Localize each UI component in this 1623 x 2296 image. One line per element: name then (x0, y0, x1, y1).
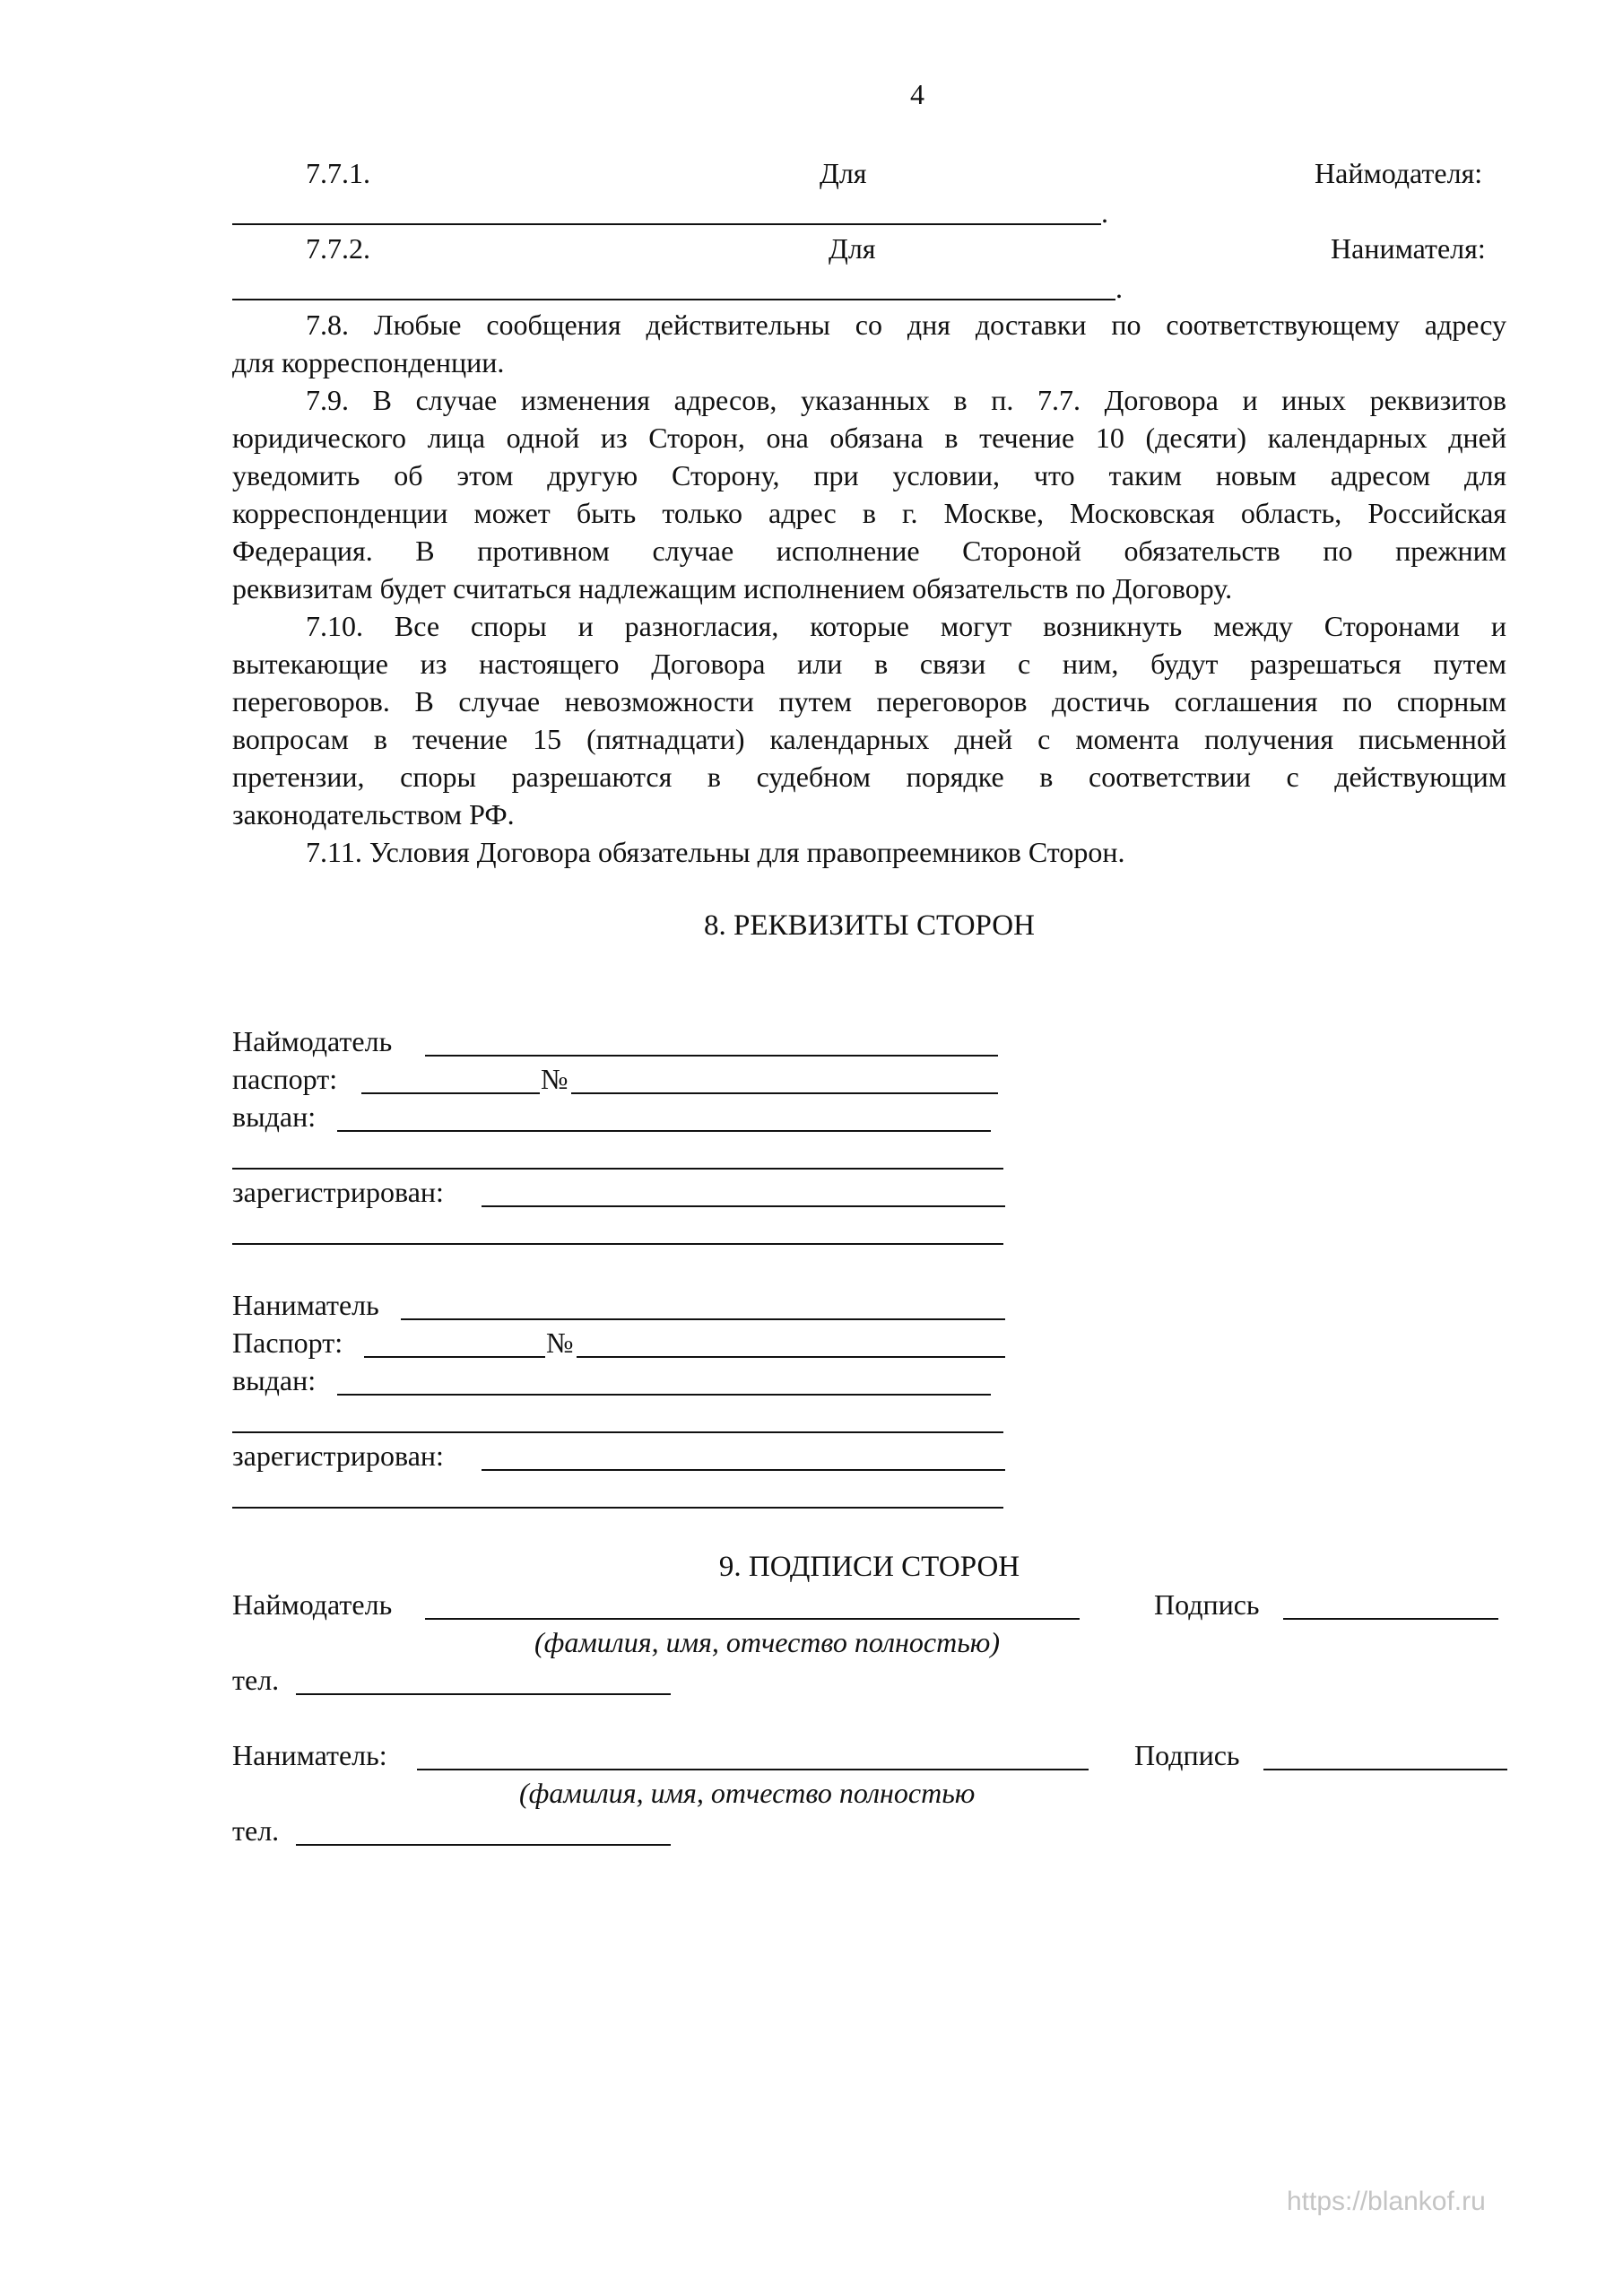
section-8-title: 8. РЕКВИЗИТЫ СТОРОН (704, 909, 1035, 942)
sign-landlord-signature-blank (1283, 1618, 1498, 1620)
clause-7-8-line: 7.8. Любые сообщения действительны со дня доставки по соответствующему адресу (306, 309, 1506, 341)
sign-landlord-phone-label: тел. (232, 1664, 280, 1696)
clause-7-10-line: вопросам в течение 15 (пятнадцати) календарных дней с момента получения письменной (232, 723, 1506, 755)
sign-tenant-signature-label: Подпись (1134, 1739, 1240, 1771)
clause-7-9-line: 7.9. В случае изменения адресов, указанных в п. 7.7. Договора и иных реквизитов (306, 384, 1506, 416)
clause-7-9-line: реквизитам будет считаться надлежащим исполнением обязательств по Договору. (232, 572, 1233, 604)
clause-7-10-line: законодательством РФ. (232, 798, 515, 831)
tenant-issued-blank (337, 1394, 991, 1396)
landlord-issued-blank (337, 1130, 991, 1132)
sign-tenant-label: Наниматель: (232, 1739, 387, 1771)
tenant-number-sign: № (546, 1326, 574, 1359)
clause-7-7-1-end: . (1101, 196, 1108, 229)
sign-landlord-signature-label: Подпись (1154, 1588, 1260, 1621)
tenant-passport-series-blank (364, 1356, 545, 1358)
clause-7-7-2-end: . (1115, 272, 1123, 304)
tenant-issued-label: выдан: (232, 1364, 317, 1396)
landlord-passport-number-blank (571, 1092, 998, 1094)
tenant-passport-number-blank (577, 1356, 1005, 1358)
tenant-issued-blank-2 (232, 1431, 1003, 1433)
tenant-passport-label: Паспорт: (232, 1326, 343, 1359)
clause-7-9-line: уведомить об этом другую Сторону, при условии, что таким новым адресом для (232, 459, 1506, 491)
landlord-passport-series-blank (361, 1092, 540, 1094)
sign-tenant-hint: (фамилия, имя, отчество полностью (519, 1777, 976, 1809)
landlord-registered-blank-2 (232, 1243, 1003, 1245)
sign-landlord-label: Наймодатель (232, 1588, 393, 1621)
sign-tenant-phone-blank (296, 1844, 671, 1846)
clause-7-8-line: для корреспонденции. (232, 346, 505, 378)
clause-7-7-1-party: Наймодателя: (1315, 157, 1483, 189)
tenant-name-blank (401, 1318, 1005, 1320)
landlord-passport-label: паспорт: (232, 1063, 338, 1095)
tenant-registered-label: зарегистрирован: (232, 1439, 444, 1472)
section-9-title: 9. ПОДПИСИ СТОРОН (718, 1551, 1020, 1583)
clause-7-9-line: юридического лица одной из Сторон, она обязана в течение 10 (десяти) календарных дней (232, 422, 1506, 454)
landlord-name-blank (425, 1055, 998, 1057)
clause-7-7-2-blank (232, 299, 1115, 300)
watermark-link[interactable]: https://blankof.ru (1287, 2187, 1486, 2216)
landlord-issued-blank-2 (232, 1168, 1003, 1170)
sign-tenant-phone-label: тел. (232, 1814, 280, 1847)
clause-7-11: 7.11. Условия Договора обязательны для правопреемников Сторон. (306, 836, 1125, 868)
sign-landlord-hint: (фамилия, имя, отчество полностью) (534, 1626, 1000, 1658)
clause-7-7-1-blank (232, 223, 1101, 225)
clause-7-7-1-word: Для (820, 157, 867, 189)
landlord-registered-blank (482, 1205, 1005, 1207)
clause-7-7-2-word: Для (829, 232, 876, 265)
clause-7-10-line: переговоров. В случае невозможности путем переговоров достичь соглашения по спорным (232, 685, 1506, 718)
clause-7-10-line: претензии, споры разрешаются в судебном порядке в соответствии с действующим (232, 761, 1506, 793)
sign-tenant-signature-blank (1263, 1769, 1507, 1770)
clause-7-7-1-number: 7.7.1. (306, 157, 370, 189)
landlord-registered-label: зарегистрирован: (232, 1176, 444, 1208)
landlord-issued-label: выдан: (232, 1100, 317, 1133)
landlord-label: Наймодатель (232, 1025, 393, 1057)
clause-7-10-line: 7.10. Все споры и разногласия, которые могут возникнуть между Сторонами и (306, 610, 1506, 642)
tenant-registered-blank (482, 1469, 1005, 1471)
sign-landlord-phone-blank (296, 1693, 671, 1695)
clause-7-10-line: вытекающие из настоящего Договора или в связи с ним, будут разрешаться путем (232, 648, 1506, 680)
sign-landlord-name-blank (425, 1618, 1080, 1620)
clause-7-7-2-party: Нанимателя: (1331, 232, 1486, 265)
sign-tenant-name-blank (417, 1769, 1089, 1770)
clause-7-9-line: Федерация. В противном случае исполнение Стороной обязательств по прежним (232, 535, 1506, 567)
tenant-label: Наниматель (232, 1289, 379, 1321)
tenant-registered-blank-2 (232, 1507, 1003, 1509)
page-number: 4 (910, 78, 924, 110)
clause-7-9-line: корреспонденции может быть только адрес в г. Москве, Московская область, Российская (232, 497, 1506, 529)
clause-7-7-2-number: 7.7.2. (306, 232, 370, 265)
landlord-number-sign: № (541, 1063, 568, 1095)
